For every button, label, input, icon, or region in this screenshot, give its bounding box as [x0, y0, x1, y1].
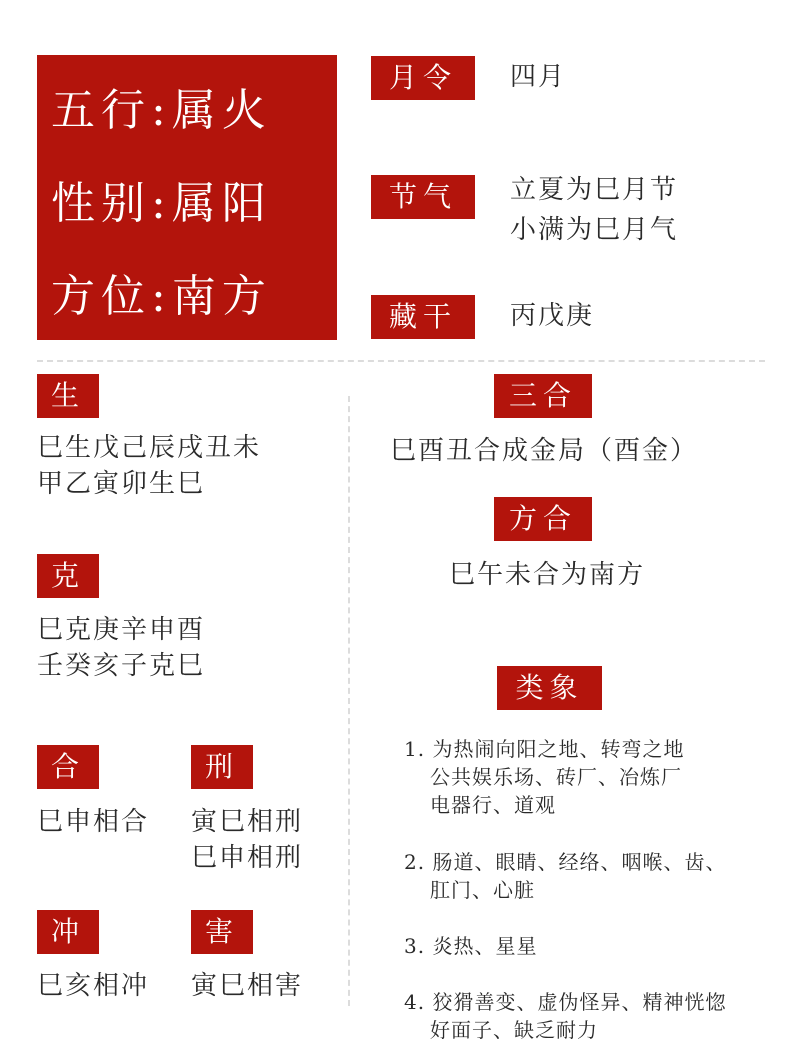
tag-leixiang: 类象	[497, 666, 602, 710]
tag-fanghe: 方合	[494, 497, 592, 541]
sanhe-text: 巳酉丑合成金局（酉金）	[390, 436, 699, 466]
leixiang-item-2-line-1: 2. 肠道、眼睛、经络、咽喉、齿、	[404, 850, 727, 874]
vertical-divider	[348, 396, 350, 1006]
tag-sanhe: 三合	[494, 374, 592, 418]
jieqi-value-1: 立夏为巳月节	[510, 175, 679, 205]
xing-line-2: 巳申相刑	[191, 843, 304, 873]
chong-line-1: 巳亥相冲	[37, 971, 150, 1001]
tag-he: 合	[37, 745, 99, 789]
horizontal-divider	[37, 360, 765, 362]
he-line-1: 巳申相合	[37, 807, 150, 837]
sheng-line-1: 巳生戊己辰戌丑未	[37, 433, 262, 463]
yueling-value: 四月	[510, 62, 567, 92]
leixiang-item-4-line-1: 4. 狡猾善变、虚伪怪异、精神恍惚	[404, 990, 727, 1014]
direction-line: 方位:南方	[51, 271, 272, 322]
xing-line-1: 寅巳相刑	[191, 807, 304, 837]
element-line: 五行:属火	[51, 85, 272, 136]
leixiang-item-4-line-2: 好面子、缺乏耐力	[430, 1018, 598, 1042]
leixiang-item-2-line-2: 肛门、心脏	[430, 878, 535, 902]
jieqi-value-2: 小满为巳月气	[510, 215, 679, 245]
sheng-line-2: 甲乙寅卯生巳	[37, 469, 206, 499]
tag-sheng: 生	[37, 374, 99, 418]
tag-xing: 刑	[191, 745, 253, 789]
canggan-value: 丙戊庚	[510, 301, 595, 331]
ke-line-2: 壬癸亥子克巳	[37, 651, 206, 681]
tag-ke: 克	[37, 554, 99, 598]
tag-canggan: 藏干	[371, 295, 475, 339]
element-summary-box	[37, 55, 337, 340]
leixiang-item-1-line-2: 公共娱乐场、砖厂、冶炼厂	[430, 765, 682, 789]
gender-line: 性别:属阳	[51, 178, 272, 229]
tag-hai: 害	[191, 910, 253, 954]
leixiang-item-1-line-1: 1. 为热闹向阳之地、转弯之地	[404, 737, 685, 761]
tag-chong: 冲	[37, 910, 99, 954]
fanghe-text: 巳午未合为南方	[449, 560, 646, 590]
tag-jieqi: 节气	[371, 175, 475, 219]
ke-line-1: 巳克庚辛申酉	[37, 615, 206, 645]
hai-line-1: 寅巳相害	[191, 971, 304, 1001]
leixiang-item-3-line-1: 3. 炎热、星星	[404, 934, 538, 958]
tag-yueling: 月令	[371, 56, 475, 100]
leixiang-item-1-line-3: 电器行、道观	[430, 793, 556, 817]
